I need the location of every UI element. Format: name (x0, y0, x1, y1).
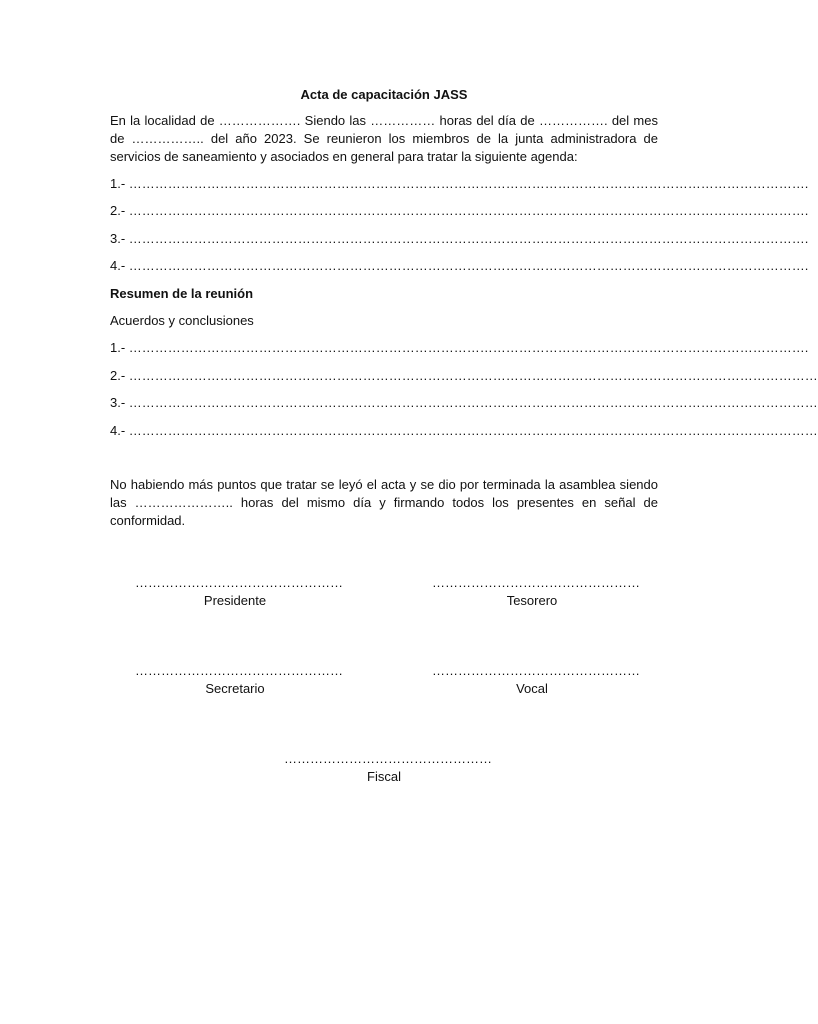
intro-paragraph: En la localidad de ………………. Siendo las …………… horas del día de ……………. del mes de …………….. del año 2023. Se reunieron los miembros de la junta administradora de servicios de saneamiento y asociados en general para tratar la siguiente agenda: (110, 113, 658, 164)
signature-role-secretario: Secretario (205, 681, 265, 696)
signature-line: ………………………………………… (284, 751, 492, 766)
agenda-item-4: 4.- …………………………………………………………………………………………………………………………………………. (110, 258, 809, 273)
signature-vocal (432, 662, 640, 698)
signature-line: ………………………………………… (135, 663, 343, 678)
signature-role-tesorero: Tesorero (506, 593, 558, 608)
summary-heading: Resumen de la reunión (110, 286, 254, 301)
signature-role-presidente: Presidente (203, 593, 267, 608)
agreement-item-4: 4.- …………………………………………………………………………………………………………………………………………… (110, 423, 818, 438)
agenda-item-3: 3.- …………………………………………………………………………………………………………………………………………. (110, 231, 809, 246)
agreement-item-3: 3.- …………………………………………………………………………………………………………………………………………… (110, 395, 818, 410)
signature-fiscal (284, 750, 492, 786)
signature-line: ………………………………………… (135, 575, 343, 590)
closing-paragraph: No habiendo más puntos que tratar se leyó el acta y se dio por terminada la asamblea siendo las ………………….. horas del mismo día y firmando todos los presentes en señal de conformidad. (110, 477, 658, 528)
agenda-item-1: 1.- …………………………………………………………………………………………………………………………………………. (110, 176, 809, 191)
signature-line: ………………………………………… (432, 663, 640, 678)
signature-line: ………………………………………… (432, 575, 640, 590)
document-title: Acta de capacitación JASS (300, 87, 468, 102)
signature-role-vocal: Vocal (516, 681, 548, 696)
agreements-label: Acuerdos y conclusiones (110, 313, 254, 328)
signature-role-fiscal: Fiscal (367, 769, 401, 784)
signature-tesorero (432, 574, 640, 610)
agenda-item-2: 2.- …………………………………………………………………………………………………………………………………………. (110, 203, 809, 218)
agreement-item-1: 1.- …………………………………………………………………………………………………………………………………………. (110, 340, 809, 355)
signature-presidente (135, 574, 343, 610)
agreement-item-2: 2.- …………………………………………………………………………………………………………………………………………… (110, 368, 818, 383)
signature-secretario (135, 662, 343, 698)
